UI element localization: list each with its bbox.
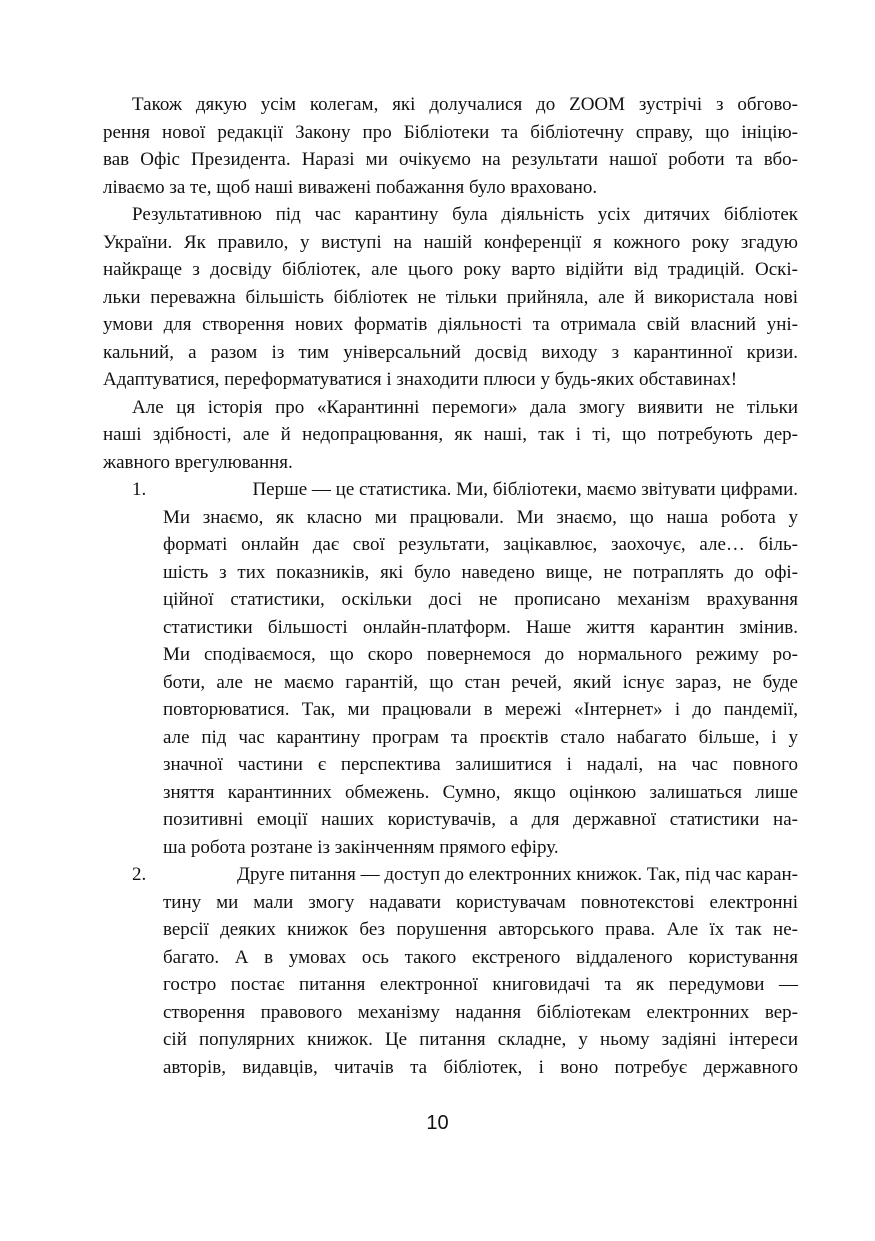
text-line: версії деяких книжок без порушення авторського права. Але їх так не- (163, 919, 798, 940)
text-line: Адаптуватися, переформатуватися і знаходити плюси у будь-яких обставинах! (103, 369, 738, 390)
list-item-number: 1. (132, 479, 147, 500)
text-line: Ми знаємо, як класно ми працювали. Ми знаємо, що наша робота у (163, 506, 798, 528)
text-line: ційної статистики, оскільки досі не прописано механізм врахування (163, 589, 798, 610)
text-line: рення нової редакції Закону про Бібліотеки та бібліотечну справу, що ініцію- (103, 121, 798, 143)
numbered-list (103, 476, 798, 1081)
text-line: льки переважна більшість бібліотек не тільки прийняла, але й використала нові (103, 286, 798, 308)
text-line: жавного врегулювання. (103, 451, 293, 473)
text-line: найкраще з досвіду бібліотек, але цього року варто відійти від традицій. Оскі- (103, 259, 798, 280)
body-text (103, 91, 798, 1081)
text-line: багато. А в умовах ось такого екстреного віддаленого користування (163, 946, 798, 968)
text-line: Друге питання — доступ до електронних книжок. Так, під час каран- (237, 864, 798, 885)
text-line: Перше — це статистика. Ми, бібліотеки, маємо звітувати цифрами. (252, 479, 798, 500)
text-line: кальний, а разом із тим універсальний досвід виходу з карантинної кризи. (103, 341, 798, 363)
text-line: зняття карантинних обмежень. Сумно, якщо оцінкою залишаться лише (163, 781, 798, 803)
text-line: умови для створення нових форматів діяльності та отримала свій власний уні- (103, 314, 798, 335)
text-line: боти, але не маємо гарантій, що стан речей, який існує зараз, не буде (163, 671, 798, 693)
text-line: повторюватися. Так, ми працювали в мережі «Інтернет» і до пандемії, (163, 699, 798, 720)
paragraph (103, 91, 798, 201)
text-line: ліваємо за те, щоб наші виважені побажання було враховано. (103, 176, 598, 198)
text-line: сій популярних книжок. Це питання складне, у ньому задіяні інтереси (163, 1029, 798, 1050)
paragraph (103, 201, 798, 394)
text-line: ша робота розтане із закінченням прямого ефіру. (163, 836, 559, 858)
text-line: позитивні емоції наших користувачів, а для державної статистики на- (163, 809, 798, 830)
text-line: статистики більшості онлайн-платформ. Наше життя карантин змінив. (163, 616, 798, 638)
list-item-number: 2. (132, 864, 147, 885)
text-line: шість з тих показників, які було наведено вище, не потраплять до офі- (163, 561, 798, 583)
list-item (103, 861, 798, 1081)
text-line: але під час карантину програм та проєктів стало набагато більше, і у (163, 726, 798, 748)
text-line: форматі онлайн дає свої результати, зацікавлює, заохочує, але… біль- (163, 534, 798, 555)
list-item (103, 476, 798, 861)
text-line: тину ми мали змогу надавати користувачам повнотекстові електронні (163, 891, 798, 913)
text-line: Ми сподіваємося, що скоро повернемося до нормального режиму ро- (163, 644, 798, 665)
text-line: авторів, видавців, читачів та бібліотек, і воно потребує державного (163, 1056, 798, 1078)
text-line: України. Як правило, у виступі на нашій конференції я кожного року згадую (103, 231, 798, 253)
text-line: Також дякую усім колегам, які долучалися до ZOOM зустрічі з обгово- (132, 94, 798, 115)
text-line: значної частини є перспектива залишитися і надалі, на час повного (163, 754, 798, 775)
text-line: Результативною під час карантину була діяльність усіх дитячих бібліотек (132, 204, 798, 225)
text-line: наші здібності, але й недопрацювання, як наші, так і ті, що потребують дер- (103, 424, 798, 445)
text-line: вав Офіс Президента. Наразі ми очікуємо на результати нашої роботи та вбо- (103, 149, 798, 170)
text-line: гостро постає питання електронної книговидачі та як передумови — (163, 974, 798, 995)
text-line: Але ця історія про «Карантинні перемоги» дала змогу виявити не тільки (132, 396, 798, 418)
page-number: 10 (426, 1112, 449, 1134)
text-line: створення правового механізму надання бібліотекам електронних вер- (163, 1001, 798, 1023)
paragraph (103, 394, 798, 477)
